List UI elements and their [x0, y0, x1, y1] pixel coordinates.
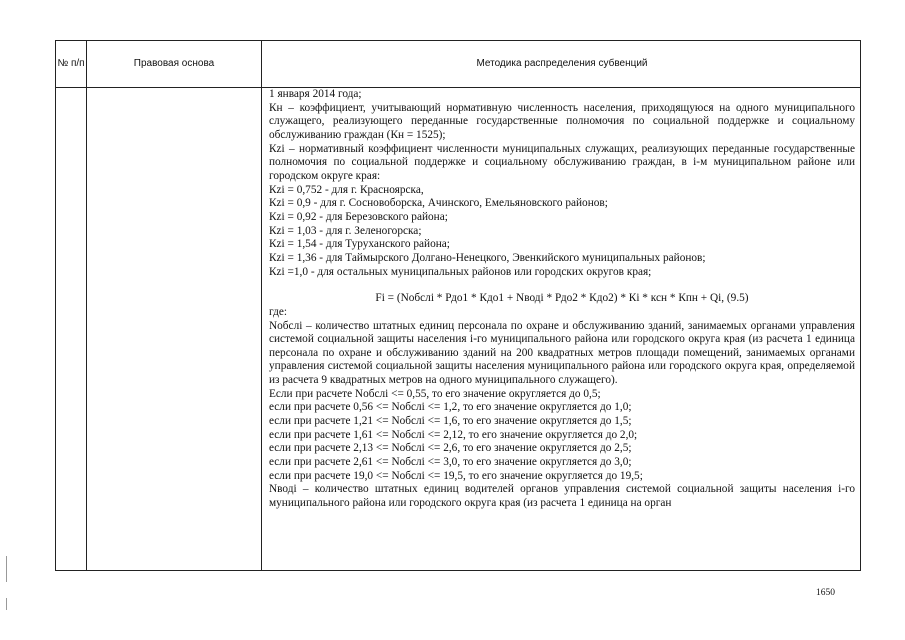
text-line: если при расчете 1,61 <= Nобслi <= 2,12, то его значение округляется до 2,0; [269, 428, 638, 441]
text-line: если при расчете 0,56 <= Nобслi <= 1,2, то его значение округляется до 1,0; [269, 401, 632, 414]
text-line: Если при расчете Nобслi <= 0,55, то его значение округляется до 0,5; [269, 387, 601, 400]
text-line: Кн – коэффициент, учитывающий нормативную численность населения, приходящуюся на одного муниципального служащего, реализующего переданные государственные полномочия по социальной поддержке и социальному обслуживанию граждан (Кн = 1525); [269, 101, 855, 141]
text-line: где: [269, 305, 287, 318]
text-line: Кzi = 1,03 - для г. Зеленогорска; [269, 224, 422, 237]
text-line: Кzi = 0,752 - для г. Красноярска, [269, 183, 424, 196]
column-divider [261, 41, 262, 570]
header-number: № п/п [57, 58, 85, 69]
text-line: Кzi – нормативный коэффициент численности муниципальных служащих, реализующих переданные государственные полномочия по социальной поддержке и социальному обслуживанию граждан, в i-м муниципальном районе или городском округе края: [269, 142, 855, 182]
scan-edge-mark [6, 598, 7, 610]
text-line: если при расчете 2,61 <= Nобслi <= 3,0, то его значение округляется до 3,0; [269, 456, 632, 469]
text-line: Кzi = 1,54 - для Туруханского района; [269, 238, 450, 251]
text-line: Кzi = 1,36 - для Таймырского Долгано-Ненецкого, Эвенкийского муниципальных районов; [269, 251, 706, 264]
text-line: 1 января 2014 года; [269, 88, 362, 100]
text-line: Nводi – количество штатных единиц водителей органов управления системой социальной защиты населения i-го муниципального района или городского округа края (из расчета 1 единица на орган [269, 483, 855, 510]
formula: Fi = (Nобслi * Рдо1 * Кдо1 + Nводi * Рдо2 * Кдо2) * Кi * ксн * Кпн + Qi, (9.5) [375, 292, 749, 305]
text-line: Nобслi – количество штатных единиц персонала по охране и обслуживанию зданий, занимаемых органами управления системой социальной защиты населения i-го муниципального района или городского округа края (из расчета 1 единица персонала по охране и обслуживанию зданий на 200 квадратных метров площади помещений, занимаемых органами управления системой социальной защиты населения муниципального района или городского округа края, определяемой из расчета 9 квадратных метров на одного муниципального служащего). [269, 319, 855, 387]
text-line: Кzi = 0,92 - для Березовского района; [269, 210, 448, 223]
scan-edge-mark [6, 556, 7, 582]
column-divider [86, 41, 87, 570]
text-line: Кzi = 0,9 - для г. Сосновоборска, Ачинского, Емельяновского районов; [269, 197, 608, 210]
header-methodology: Методика распределения субвенций [476, 58, 648, 69]
methodology-table [55, 40, 861, 571]
text-line: если при расчете 2,13 <= Nобслi <= 2,6, то его значение округляется до 2,5; [269, 442, 632, 455]
methodology-cell [269, 88, 855, 571]
text-line: Кzi =1,0 - для остальных муниципальных районов или городских округов края; [269, 265, 652, 278]
text-line: если при расчете 19,0 <= Nобслi <= 19,5, то его значение округляется до 19,5; [269, 469, 643, 482]
header-legal-basis: Правовая основа [133, 58, 215, 69]
page-number: 1650 [816, 588, 835, 598]
text-line: если при расчете 1,21 <= Nобслi <= 1,6, то его значение округляется до 1,5; [269, 415, 632, 428]
